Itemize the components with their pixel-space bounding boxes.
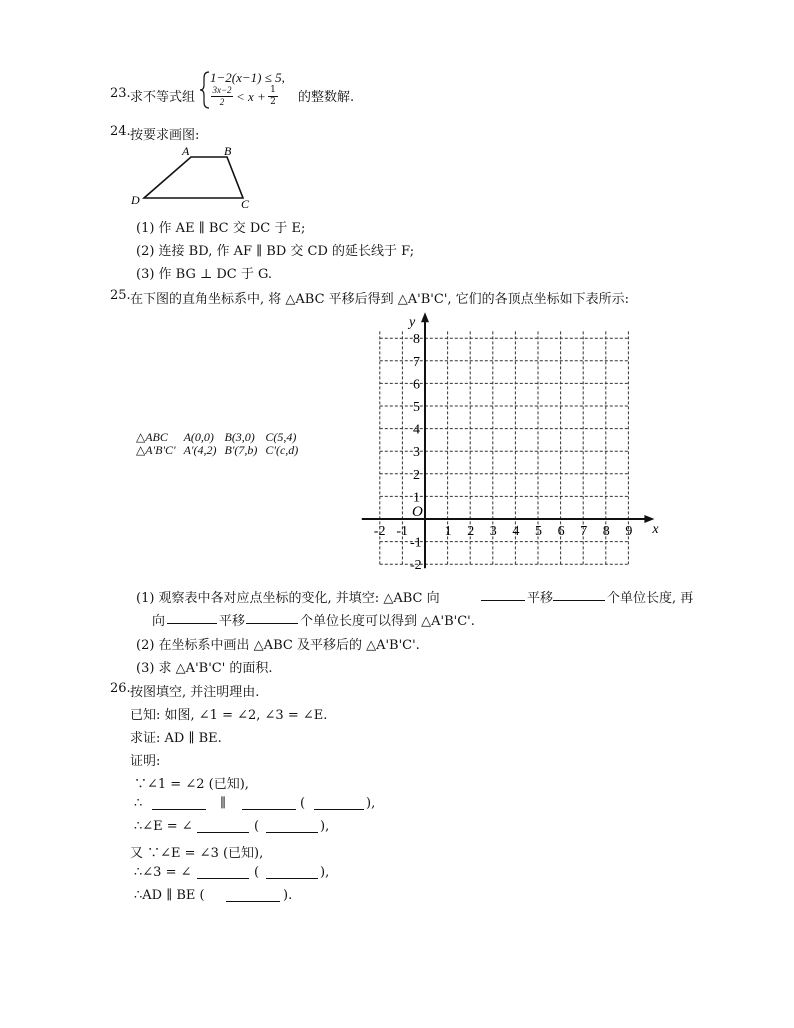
- q23-text-after: 的整数解.: [298, 90, 355, 105]
- x-tick-label: 2: [467, 524, 475, 539]
- x-axis-label: x: [652, 522, 659, 537]
- x-tick-label: 9: [625, 524, 633, 539]
- q23-fraction-2-numerator: 1: [270, 85, 276, 95]
- table-cell: A'(4,2): [183, 443, 217, 457]
- answer-blank[interactable]: [152, 797, 206, 810]
- y-tick-label: -1: [410, 535, 422, 551]
- y-tick-label: -2: [410, 558, 422, 574]
- q26-line-2-open: (: [300, 796, 306, 811]
- q25-part1-a: (1) 观察表中各对应点坐标的变化, 并填空: △ABC 向: [136, 591, 440, 606]
- q26-line-1: ∵∠1 = ∠2 (已知),: [134, 777, 249, 792]
- answer-blank[interactable]: [197, 866, 249, 879]
- coordinates-table: [132, 431, 302, 457]
- x-tick-label: 4: [512, 524, 520, 539]
- q23-fraction-2-denominator: 2: [270, 97, 276, 107]
- q25-part1-d: 向: [152, 614, 166, 629]
- y-axis-label: y: [409, 315, 416, 331]
- q26-line-5-close: ),: [320, 865, 330, 880]
- q26-given: 已知: 如图, ∠1 = ∠2, ∠3 = ∠E.: [130, 708, 328, 723]
- x-tick-label: 6: [557, 524, 565, 539]
- answer-blank[interactable]: [266, 820, 318, 833]
- q25-part1-b: 平移: [527, 591, 554, 606]
- q23-fraction-1-denominator: 2: [219, 97, 225, 107]
- y-tick-label: 5: [413, 400, 420, 415]
- q26-number: 26.: [110, 681, 131, 696]
- table-cell: A(0,0): [183, 430, 214, 444]
- table-cell: B(3,0): [224, 430, 255, 444]
- trapezoid-figure: [128, 142, 258, 208]
- q24-number: 24.: [110, 124, 131, 139]
- coordinate-grid: [355, 305, 660, 575]
- answer-blank[interactable]: [481, 588, 525, 601]
- q23-fraction-2: [268, 86, 278, 107]
- x-tick-label: 5: [535, 524, 542, 539]
- q23-fraction-1-numerator: 3x−2: [212, 85, 232, 95]
- y-axis-arrow-icon: [421, 312, 429, 322]
- q24-item-3: (3) 作 BG ⊥ DC 于 G.: [136, 267, 273, 282]
- q25-part1-c: 个单位长度, 再: [607, 591, 694, 606]
- answer-blank[interactable]: [167, 611, 217, 624]
- point-a-label: A: [182, 144, 190, 158]
- q25-part3: (3) 求 △A'B'C' 的面积.: [136, 661, 273, 676]
- q26-line-6: ∴AD ∥ BE (: [134, 888, 205, 903]
- y-tick-label: 8: [413, 332, 420, 348]
- q26-line-3-close: ),: [320, 819, 330, 834]
- answer-blank[interactable]: [266, 866, 318, 879]
- origin-label: O: [412, 504, 423, 520]
- x-tick-label: -2: [373, 524, 386, 539]
- q24-title: 按要求画图:: [130, 128, 200, 143]
- table-cell: △A'B'C': [136, 443, 176, 457]
- table-cell: C'(c,d): [265, 443, 299, 457]
- y-tick-label: 3: [413, 445, 420, 461]
- q23-inequality-2-middle: < x +: [236, 89, 266, 104]
- table-row: [132, 444, 302, 457]
- y-tick-label: 4: [413, 422, 420, 438]
- point-b-label: B: [224, 144, 232, 158]
- q25-number: 25.: [110, 288, 131, 303]
- table-cell: △ABC: [136, 430, 168, 444]
- q25-title: 在下图的直角坐标系中, 将 △ABC 平移后得到 △A'B'C', 它们的各顶点坐标如下表所示:: [130, 292, 630, 307]
- x-tick-label: 3: [489, 524, 497, 539]
- q24-item-1: (1) 作 AE ∥ BC 交 DC 于 E;: [136, 221, 306, 236]
- q23-fraction-1: [210, 86, 234, 107]
- q26-line-6-close: ).: [283, 888, 293, 903]
- y-tick-label: 1: [413, 490, 420, 506]
- answer-blank[interactable]: [197, 820, 249, 833]
- answer-blank[interactable]: [242, 797, 296, 810]
- point-c-label: C: [241, 197, 250, 208]
- q26-title: 按图填空, 并注明理由.: [130, 685, 260, 700]
- q26-line-2-parallel: ∥: [220, 796, 227, 811]
- table-cell: C(5,4): [265, 430, 297, 444]
- x-tick-label: 1: [444, 524, 452, 539]
- q24-item-2: (2) 连接 BD, 作 AF ∥ BD 交 CD 的延长线于 F;: [136, 244, 415, 259]
- q23-text-before: 求不等式组: [130, 90, 196, 105]
- x-tick-label: 8: [602, 524, 610, 539]
- q26-proof-label: 证明:: [130, 754, 161, 769]
- q23-number: 23.: [110, 86, 131, 101]
- y-tick-label: 6: [413, 377, 420, 393]
- answer-blank[interactable]: [553, 588, 605, 601]
- y-tick-label: 2: [413, 467, 420, 483]
- answer-blank[interactable]: [314, 797, 364, 810]
- q26-line-5-open: (: [254, 865, 260, 880]
- q26-line-5: ∴∠3 = ∠: [134, 865, 192, 880]
- q26-line-2-therefore: ∴: [134, 796, 143, 811]
- q26-prove: 求证: AD ∥ BE.: [130, 731, 222, 746]
- answer-blank[interactable]: [246, 611, 298, 624]
- q26-line-2-close: ),: [366, 796, 376, 811]
- q25-part1-f: 个单位长度可以得到 △A'B'C'.: [300, 614, 475, 629]
- q25-part2: (2) 在坐标系中画出 △ABC 及平移后的 △A'B'C'.: [136, 638, 420, 653]
- table-cell: B'(7,b): [224, 443, 258, 457]
- q26-line-3: ∴∠E = ∠: [134, 819, 193, 834]
- q26-line-3-open: (: [254, 819, 260, 834]
- x-tick-label: 7: [580, 524, 588, 539]
- q23-inequality-1: 1−2(x−1) ≤ 5,: [210, 70, 285, 85]
- point-d-label: D: [131, 193, 140, 207]
- q25-part1-e: 平移: [219, 614, 246, 629]
- trapezoid-abcd: [144, 157, 243, 198]
- y-tick-label: 7: [413, 354, 420, 370]
- answer-blank[interactable]: [226, 889, 280, 902]
- x-tick-label: -1: [396, 524, 409, 539]
- q26-line-4: 又 ∵∠E = ∠3 (已知),: [130, 846, 264, 861]
